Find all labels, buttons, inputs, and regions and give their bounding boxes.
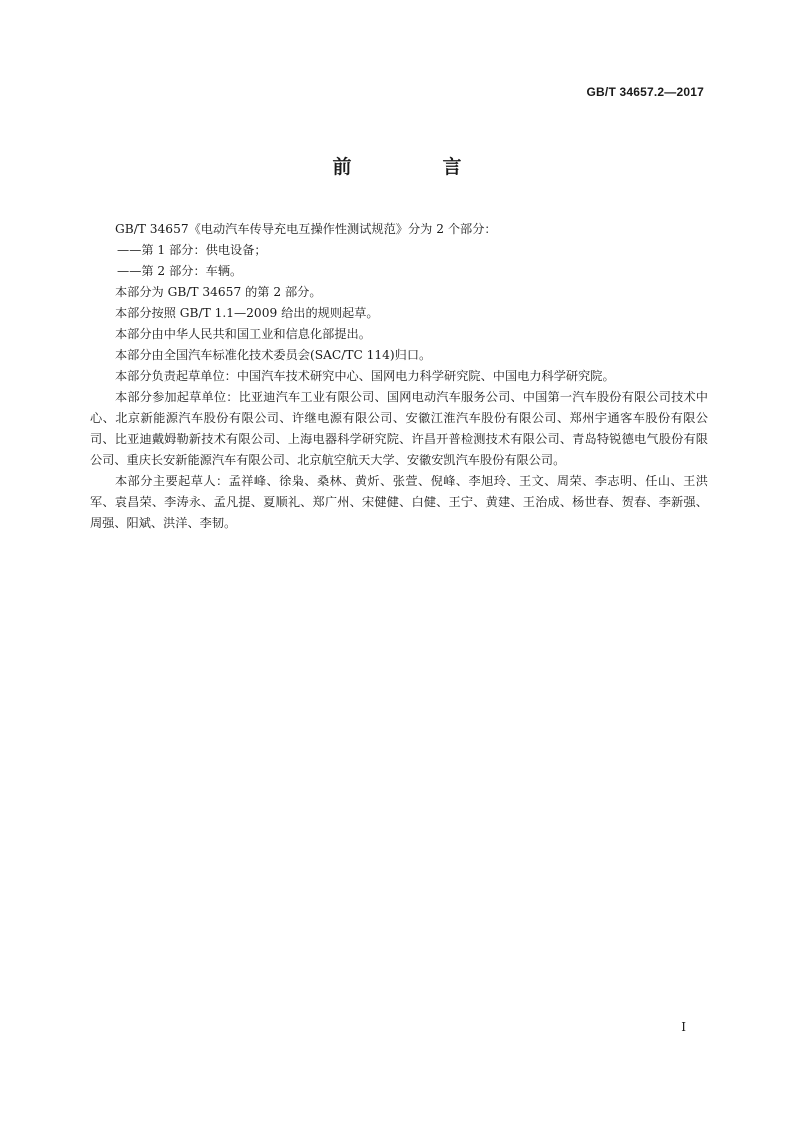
paragraph-main-drafters: 本部分主要起草人：孟祥峰、徐枭、桑林、黄炘、张萱、倪峰、李旭玲、王文、周荣、李志明、任山、王洪军、袁昌荣、李涛永、孟凡提、夏顺礼、郑广州、宋健健、白健、王宁、黄建、王治成、杨世春、贺春、李新强、周强、阳斌、洪洋、李韧。 [90, 474, 708, 530]
list-item-part-1: ——第 1 部分：供电设备； [117, 243, 267, 257]
document-body [90, 219, 708, 534]
paragraph-committee: 本部分由全国汽车标准化技术委员会(SAC/TC 114)归口。 [115, 348, 432, 362]
page-title: 前 言 [332, 156, 498, 178]
paragraph-drafting-rules: 本部分按照 GB/T 1.1—2009 给出的规则起草。 [115, 306, 379, 320]
paragraph-intro: GB/T 34657《电动汽车传导充电互操作性测试规范》分为 2 个部分： [115, 222, 497, 236]
paragraph-proposer: 本部分由中华人民共和国工业和信息化部提出。 [115, 327, 371, 341]
paragraph-participating-drafters: 本部分参加起草单位：比亚迪汽车工业有限公司、国网电动汽车服务公司、中国第一汽车股份有限公司技术中心、北京新能源汽车股份有限公司、许继电源有限公司、安徽江淮汽车股份有限公司、郑州宇通客车股份有限公司、比亚迪戴姆勒新技术有限公司、上海电器科学研究院、许昌开普检测技术有限公司、青岛特锐德电气股份有限公司、重庆长安新能源汽车有限公司、北京航空航天大学、安徽安凯汽车股份有限公司。 [90, 390, 708, 467]
paragraph-part-statement: 本部分为 GB/T 34657 的第 2 部分。 [115, 285, 322, 299]
paragraph-lead-drafters: 本部分负责起草单位：中国汽车技术研究中心、国网电力科学研究院、中国电力科学研究院。 [115, 369, 615, 383]
list-item-part-2: ——第 2 部分：车辆。 [117, 264, 243, 278]
page-number: I [681, 1020, 686, 1034]
standard-code: GB/T 34657.2—2017 [586, 85, 704, 99]
